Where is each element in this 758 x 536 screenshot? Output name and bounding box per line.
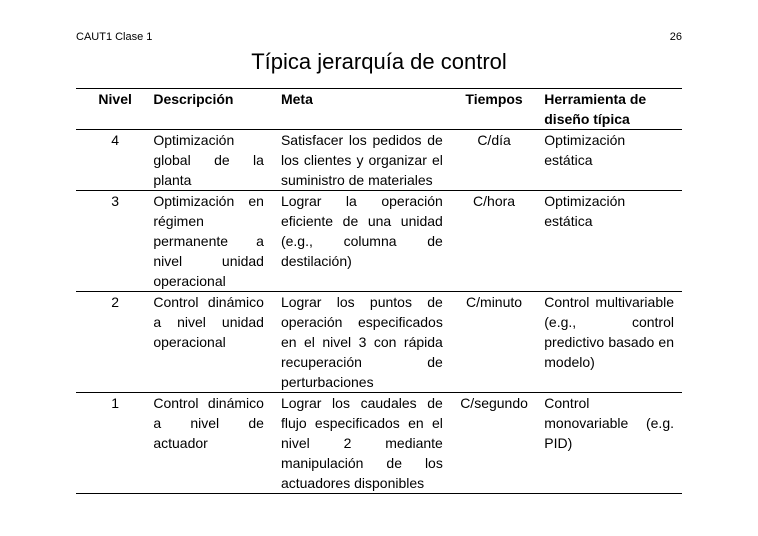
header-descripcion: Descripción (153, 91, 234, 107)
table-row (76, 292, 682, 393)
cell-nivel: 3 (111, 193, 120, 209)
page-number: 26 (669, 31, 682, 43)
table-row (76, 191, 682, 292)
cell-herramienta: Optimización estática (544, 193, 626, 229)
header-meta: Meta (280, 91, 313, 107)
cell-nivel: 4 (111, 132, 120, 148)
header-tiempos: Tiempos (465, 91, 523, 107)
table-row (76, 393, 682, 494)
cell-herramienta: Control monovariable (e.g. PID) (544, 395, 674, 451)
cell-nivel: 2 (111, 294, 120, 310)
header-nivel: Nivel (98, 91, 132, 107)
cell-descripcion: Control dinámico a nivel de actuador (153, 395, 264, 451)
cell-meta: Lograr los caudales de flujo especificados en el nivel 2 mediante manipulación de los actuadores disponibles (280, 395, 443, 491)
cell-descripcion: Optimización global de la planta (153, 132, 264, 188)
cell-tiempos: C/día (477, 132, 511, 148)
table-header-row (76, 89, 682, 130)
cell-descripcion: Control dinámico a nivel unidad operacional (153, 294, 264, 350)
slide-title: Típica jerarquía de control (251, 49, 507, 74)
cell-tiempos: C/hora (473, 193, 516, 209)
cell-tiempos: C/minuto (466, 294, 523, 310)
table-row (76, 130, 682, 191)
control-hierarchy-table (76, 88, 682, 494)
cell-herramienta: Optimización estática (544, 132, 626, 168)
course-label: CAUT1 Clase 1 (76, 31, 153, 43)
cell-herramienta: Control multivariable (e.g., control predictivo basado en modelo) (544, 294, 674, 370)
header-herramienta: Herramienta de diseño típica (544, 91, 647, 127)
cell-tiempos: C/segundo (460, 395, 528, 411)
cell-descripcion: Optimización en régimen permanente a nivel unidad operacional (153, 193, 264, 289)
cell-meta: Lograr los puntos de operación especificados en el nivel 3 con rápida recuperación de perturbaciones (280, 294, 443, 390)
cell-nivel: 1 (111, 395, 120, 411)
cell-meta: Satisfacer los pedidos de los clientes y organizar el suministro de materiales (280, 132, 443, 188)
cell-meta: Lograr la operación eficiente de una unidad (e.g., columna de destilación) (280, 193, 443, 269)
